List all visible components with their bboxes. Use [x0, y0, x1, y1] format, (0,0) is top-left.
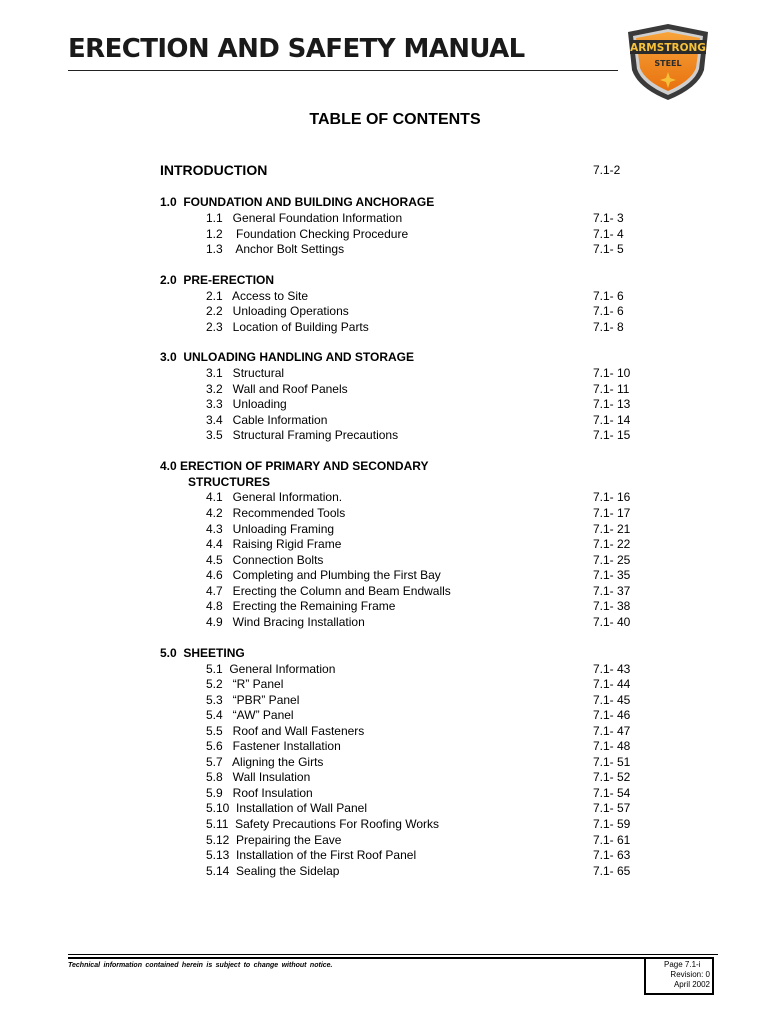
toc-entry — [0, 489, 768, 505]
toc-entry-label: 1.0 FOUNDATION AND BUILDING ANCHORAGE — [160, 195, 435, 209]
toc-entry-page: 7.1- 52 — [593, 770, 631, 784]
toc-entry-label: 5.2 “R” Panel — [206, 677, 284, 691]
toc-entry-page: 7.1- 15 — [593, 428, 631, 442]
toc-entry-label: 4.5 Connection Bolts — [206, 553, 324, 567]
toc-entry — [0, 567, 768, 583]
toc-entry — [0, 412, 768, 428]
toc-entry-label: 5.0 SHEETING — [160, 646, 245, 660]
toc-entry-page: 7.1- 21 — [593, 522, 631, 536]
toc-entry-label: 5.12 Prepairing the Eave — [206, 833, 342, 847]
toc-entry — [0, 863, 768, 879]
revision-date: April 2002 — [673, 980, 710, 989]
toc-entry-label: 4.1 General Information. — [206, 490, 343, 504]
toc-entry — [0, 816, 768, 832]
toc-entry-page: 7.1- 46 — [593, 708, 631, 722]
toc-entry-page: 7.1- 6 — [593, 289, 624, 303]
toc-entry-page: 7.1- 3 — [593, 211, 624, 225]
toc-entry-label: 5.10 Installation of Wall Panel — [206, 801, 367, 815]
toc-entry-label: INTRODUCTION — [160, 162, 268, 178]
toc-entry — [0, 583, 768, 599]
toc-entry-label: 4.6 Completing and Plumbing the First Bay — [206, 568, 441, 582]
toc-title: TABLE OF CONTENTS — [309, 111, 481, 128]
toc-entry — [0, 521, 768, 537]
toc-entry-page: 7.1- 6 — [593, 304, 624, 318]
logo-text-armstrong: ARMSTRONG — [630, 42, 706, 54]
toc-entry — [0, 210, 768, 226]
toc-entry-page: 7.1- 22 — [593, 537, 631, 551]
revision: Revision: 0 — [670, 970, 710, 979]
toc-entry-page: 7.1- 13 — [593, 397, 631, 411]
toc-entry-page: 7.1- 16 — [593, 490, 631, 504]
toc-entry-page: 7.1- 25 — [593, 553, 631, 567]
toc-entry — [0, 474, 768, 490]
toc-entry — [0, 303, 768, 319]
toc-entry — [0, 707, 768, 723]
toc-entry — [0, 226, 768, 242]
toc-entry-label: 4.3 Unloading Framing — [206, 522, 335, 536]
toc-entry — [0, 785, 768, 801]
toc-entry-page: 7.1- 54 — [593, 786, 631, 800]
toc-entry-label: 1.2 Foundation Checking Procedure — [206, 227, 409, 241]
toc-entry-label: 5.13 Installation of the First Roof Panel — [206, 848, 417, 862]
toc-entry-page: 7.1- 57 — [593, 801, 631, 815]
footer-rule-thick — [68, 957, 644, 959]
toc-entry-page: 7.1- 4 — [593, 227, 624, 241]
toc-entry-label: 1.3 Anchor Bolt Settings — [206, 242, 345, 256]
toc-entry-page: 7.1- 37 — [593, 584, 631, 598]
toc-entry-page: 7.1- 59 — [593, 817, 631, 831]
toc-entry — [0, 847, 768, 863]
toc-entry-label: STRUCTURES — [188, 475, 271, 489]
toc-entry — [0, 614, 768, 630]
toc-entry-label: 3.5 Structural Framing Precautions — [206, 428, 399, 442]
toc-entry — [0, 832, 768, 848]
toc-entry-page: 7.1-2 — [593, 163, 621, 177]
toc-entry-label: 3.4 Cable Information — [206, 413, 328, 427]
toc-entry — [0, 552, 768, 568]
toc-entry-page: 7.1- 10 — [593, 366, 631, 380]
toc-entry — [0, 754, 768, 770]
toc-entry — [0, 505, 768, 521]
toc-entry-page: 7.1- 44 — [593, 677, 631, 691]
toc-entry — [0, 319, 768, 335]
footer-note: Technical information contained herein is subject to change without notice. — [68, 962, 333, 969]
toc-entry — [0, 645, 768, 661]
toc-entry — [0, 800, 768, 816]
toc-entry-page: 7.1- 43 — [593, 662, 631, 676]
page-info-box — [644, 957, 714, 995]
toc-entry-label: 2.0 PRE-ERECTION — [160, 273, 275, 287]
footer-rule — [68, 954, 718, 955]
toc-entry — [0, 162, 768, 178]
toc-entry-label: 3.0 UNLOADING HANDLING AND STORAGE — [160, 350, 415, 364]
document-title: ERECTION AND SAFETY MANUAL — [68, 34, 525, 64]
toc-entry — [0, 738, 768, 754]
toc-entry-page: 7.1- 11 — [593, 382, 630, 396]
toc-entry — [0, 396, 768, 412]
toc-entry — [0, 458, 768, 474]
toc-entry-label: 4.0 ERECTION OF PRIMARY AND SECONDARY — [160, 459, 429, 473]
toc-entry-page: 7.1- 35 — [593, 568, 631, 582]
toc-entry-label: 4.4 Raising Rigid Frame — [206, 537, 342, 551]
toc-entry-label: 4.2 Recommended Tools — [206, 506, 346, 520]
toc-entry-label: 4.7 Erecting the Column and Beam Endwalls — [206, 584, 451, 598]
toc-entry-label: 1.1 General Foundation Information — [206, 211, 403, 225]
toc-entry — [0, 381, 768, 397]
toc-entry — [0, 241, 768, 257]
toc-entry-label: 5.4 “AW” Panel — [206, 708, 294, 722]
page-number: Page 7.1-i — [664, 960, 701, 969]
toc-entry-label: 5.8 Wall Insulation — [206, 770, 311, 784]
toc-entry-label: 5.11 Safety Precautions For Roofing Works — [206, 817, 439, 831]
toc-entry-label: 5.14 Sealing the Sidelap — [206, 864, 340, 878]
toc-entry — [0, 598, 768, 614]
toc-entry-page: 7.1- 38 — [593, 599, 631, 613]
toc-entry — [0, 288, 768, 304]
toc-entry-label: 5.7 Aligning the Girts — [206, 755, 324, 769]
toc-entry-label: 2.3 Location of Building Parts — [206, 320, 369, 334]
toc-entry — [0, 536, 768, 552]
toc-entry-label: 4.8 Erecting the Remaining Frame — [206, 599, 396, 613]
toc-entry-label: 3.2 Wall and Roof Panels — [206, 382, 348, 396]
toc-entry-page: 7.1- 47 — [593, 724, 631, 738]
armstrong-steel-logo — [624, 22, 712, 102]
toc-entry-page: 7.1- 14 — [593, 413, 631, 427]
toc-entry-page: 7.1- 65 — [593, 864, 631, 878]
toc-entry-label: 2.2 Unloading Operations — [206, 304, 349, 318]
toc-entry — [0, 427, 768, 443]
toc-entry — [0, 676, 768, 692]
toc-entry-label: 5.6 Fastener Installation — [206, 739, 341, 753]
toc-entry-label: 3.3 Unloading — [206, 397, 287, 411]
toc-entry-label: 4.9 Wind Bracing Installation — [206, 615, 365, 629]
toc-entry — [0, 692, 768, 708]
toc-entry — [0, 349, 768, 365]
toc-entry-page: 7.1- 61 — [593, 833, 631, 847]
toc-entry-page: 7.1- 63 — [593, 848, 631, 862]
logo-text-steel: STEEL — [654, 59, 682, 68]
toc-entry-page: 7.1- 17 — [593, 506, 631, 520]
header-rule — [68, 70, 618, 71]
toc-entry — [0, 769, 768, 785]
toc-entry-page: 7.1- 8 — [593, 320, 624, 334]
toc-entry-page: 7.1- 51 — [593, 755, 631, 769]
toc-entry-label: 5.9 Roof Insulation — [206, 786, 313, 800]
toc-entry-page: 7.1- 48 — [593, 739, 631, 753]
toc-entry-page: 7.1- 40 — [593, 615, 631, 629]
toc-entry — [0, 194, 768, 210]
toc-entry — [0, 365, 768, 381]
toc-entry-label: 5.1 General Information — [206, 662, 336, 676]
toc-entry — [0, 272, 768, 288]
toc-entry-label: 3.1 Structural — [206, 366, 285, 380]
toc-entry-page: 7.1- 45 — [593, 693, 631, 707]
toc-entry-label: 5.3 “PBR” Panel — [206, 693, 300, 707]
toc-entry — [0, 661, 768, 677]
toc-entry-label: 2.1 Access to Site — [206, 289, 309, 303]
toc-entry — [0, 723, 768, 739]
toc-entry-label: 5.5 Roof and Wall Fasteners — [206, 724, 365, 738]
toc-entry-page: 7.1- 5 — [593, 242, 624, 256]
